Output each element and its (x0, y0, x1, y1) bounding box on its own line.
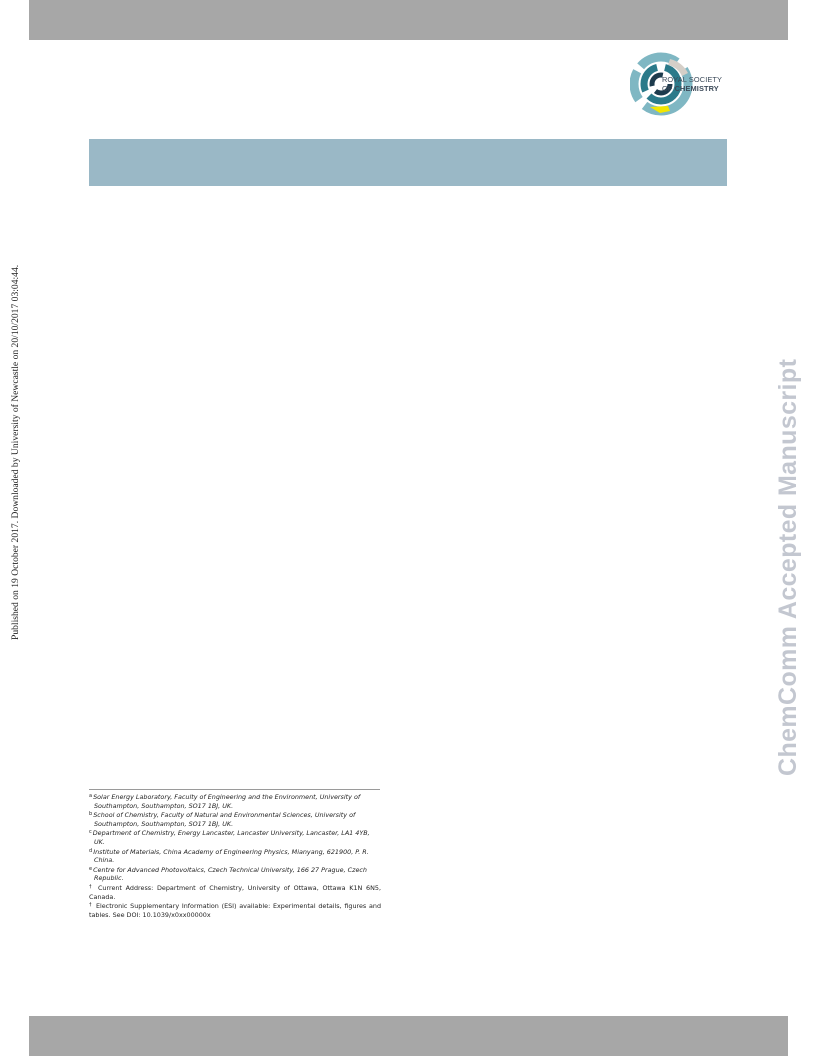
article-title-bar (89, 139, 727, 186)
publication-stamp: Published on 19 October 2017. Downloaded by University of Newcastle on 20/10/2017 03:04:44. (10, 264, 21, 640)
rsc-logo-text (662, 75, 722, 93)
accepted-manuscript-watermark: ChemComm Accepted Manuscript (774, 358, 802, 776)
page-footer-band (29, 1016, 788, 1056)
footnotes (89, 792, 381, 919)
footnote-esi: † Electronic Supplementary Information (ESI) available: Experimental details, figures and tables. See DOI: 10.1039/x0xx00000x (89, 902, 382, 919)
footnote-affiliation-c: $^c$Department of Chemistry, Energy Lancaster, Lancaster University, Lancaster, LA1 4YB, UK. (89, 829, 370, 846)
footnote-affiliation-a: $^a$Solar Energy Laboratory, Faculty of Engineering and the Environment, University of Southampton, Southampton, SO17 1BJ, UK. (89, 793, 361, 810)
footnote-current-address: † Current Address: Department of Chemistry, University of Ottawa, Ottawa K1N 6N5, Canada. (89, 883, 381, 901)
footnote-divider (89, 789, 380, 790)
footnote-affiliation-d: $^d$Institute of Materials, China Academy of Engineering Physics, Mianyang, 621900, P. R. China. (89, 847, 369, 865)
logo-line-2-bold: CHEMISTRY (674, 84, 719, 93)
logo-line-1: ROYAL SOCIETY (662, 75, 723, 84)
footnote-affiliation-b: $^b$School of Chemistry, Faculty of Natural and Environmental Sciences, University of Southampton, Southampton, SO17 1BJ, UK. (89, 811, 356, 828)
footnote-affiliation-e: $^e$Centre for Advanced Photovoltaics, Czech Technical University, 166 27 Prague, Czech Republic. (89, 865, 367, 883)
page-header-band (29, 0, 788, 40)
logo-line-2-prefix: OF (662, 84, 675, 93)
rsc-logo (630, 51, 730, 119)
